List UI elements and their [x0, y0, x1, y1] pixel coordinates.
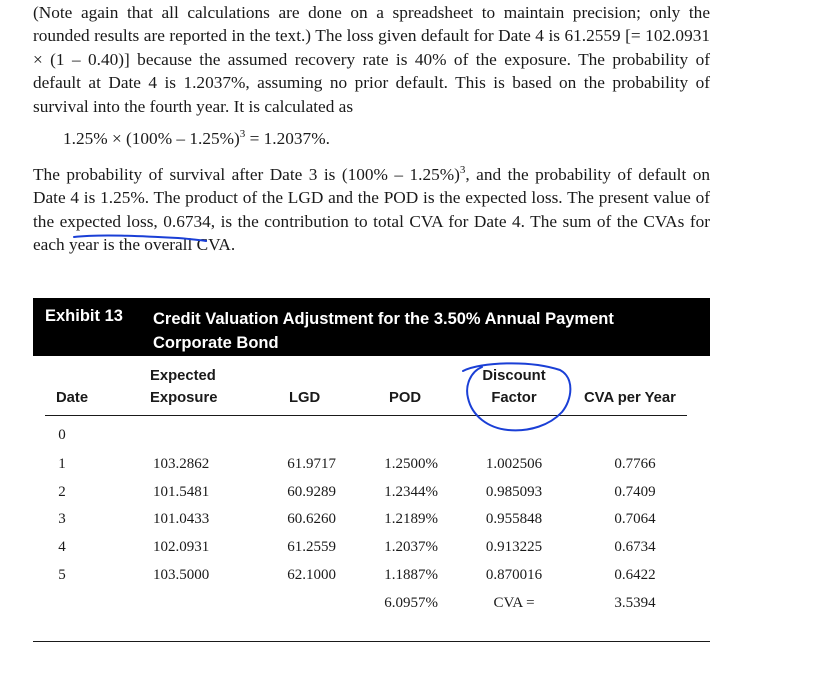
cell-exposure: 101.5481 — [153, 484, 210, 500]
cell-cva-label: CVA = — [493, 595, 535, 611]
cell-pod: 1.2037% — [384, 539, 438, 555]
table-row — [0, 427, 815, 449]
cell-date: 2 — [58, 484, 66, 500]
paragraph2-part-b: , and the probability of default on Date 4 is 1.25%. The product of the LGD and the POD is the expected loss. The present value of the expected loss, 0.6734, is the contribution to total CVA for Date 4. The sum of the CVAs for each year is the overall CVA. — [33, 165, 710, 255]
cell-cva: 0.6734 — [614, 539, 656, 555]
cell-lgd: 60.9289 — [287, 484, 336, 500]
header-expected-line2: Exposure — [150, 390, 218, 406]
cell-pod: 1.2500% — [384, 456, 438, 472]
header-expected-line1: Expected — [150, 368, 216, 384]
intro-paragraph: (Note again that all calculations are done on a spreadsheet to maintain precision; only the rounded results are reported in the text.) The loss given default for Date 4 is 61.2559 [= 102.0931 × (1 – 0.40)] because the assumed recovery rate is 40% of the exposure. The probability of default at Date 4 is 1.2037%, assuming no prior default. This is based on the probability of survival into the fourth year. It is calculated as — [33, 3, 710, 116]
exhibit-header — [33, 298, 710, 356]
cell-date: 0 — [58, 427, 66, 443]
cell-discount-factor: 1.002506 — [485, 456, 543, 472]
exhibit-label: Exhibit 13 — [45, 307, 123, 325]
survival-formula — [63, 127, 330, 150]
table-row — [0, 511, 815, 533]
cell-exposure: 103.5000 — [153, 567, 210, 583]
paragraph2-exponent: 3 — [459, 164, 466, 177]
table-row — [0, 456, 815, 478]
formula-result: = 1.2037%. — [245, 129, 330, 148]
table-row — [0, 539, 815, 561]
header-date: Date — [56, 390, 89, 406]
cell-pod: 1.2344% — [384, 484, 438, 500]
explanation-paragraph — [33, 163, 710, 257]
cell-cva: 0.7409 — [614, 484, 656, 500]
header-cva-per-year: CVA per Year — [584, 390, 676, 406]
cell-lgd: 61.9717 — [287, 456, 336, 472]
cell-date: 1 — [58, 456, 66, 472]
cell-discount-factor: 0.870016 — [485, 567, 543, 583]
cell-cva: 0.6422 — [614, 567, 656, 583]
cell-date: 5 — [58, 567, 66, 583]
header-discount-line1: Discount — [482, 368, 546, 384]
paragraph2-part-a: The probability of survival after Date 3 is (100% – 1.25%) — [33, 165, 460, 184]
table-total-row — [0, 595, 815, 617]
cell-pod: 1.2189% — [384, 511, 438, 527]
cell-exposure: 102.0931 — [153, 539, 210, 555]
cell-cva: 0.7064 — [614, 511, 656, 527]
header-lgd: LGD — [289, 390, 321, 406]
table-row — [0, 484, 815, 506]
header-pod: POD — [389, 390, 422, 406]
cell-lgd: 60.6260 — [287, 511, 336, 527]
cell-cva: 0.7766 — [614, 456, 656, 472]
cell-date: 3 — [58, 511, 66, 527]
table-row — [0, 567, 815, 589]
cell-lgd: 61.2559 — [287, 539, 336, 555]
cell-discount-factor: 0.913225 — [485, 539, 543, 555]
formula-exponent: 3 — [239, 128, 246, 141]
table-bottom-rule — [33, 641, 710, 642]
cell-total-cva: 3.5394 — [614, 595, 656, 611]
cell-discount-factor: 0.955848 — [485, 511, 543, 527]
cell-pod: 1.1887% — [384, 567, 438, 583]
cell-date: 4 — [58, 539, 66, 555]
cell-discount-factor: 0.985093 — [485, 484, 543, 500]
header-rule — [45, 415, 687, 416]
exhibit-title: Credit Valuation Adjustment for the 3.50% Annual Payment Corporate Bond — [153, 310, 614, 352]
cell-lgd: 62.1000 — [287, 567, 336, 583]
header-discount-line2: Factor — [491, 390, 537, 406]
cell-exposure: 101.0433 — [153, 511, 210, 527]
cell-total-pod: 6.0957% — [384, 595, 438, 611]
formula-lead: 1.25% × (100% – 1.25%) — [63, 129, 240, 148]
cell-exposure: 103.2862 — [153, 456, 210, 472]
